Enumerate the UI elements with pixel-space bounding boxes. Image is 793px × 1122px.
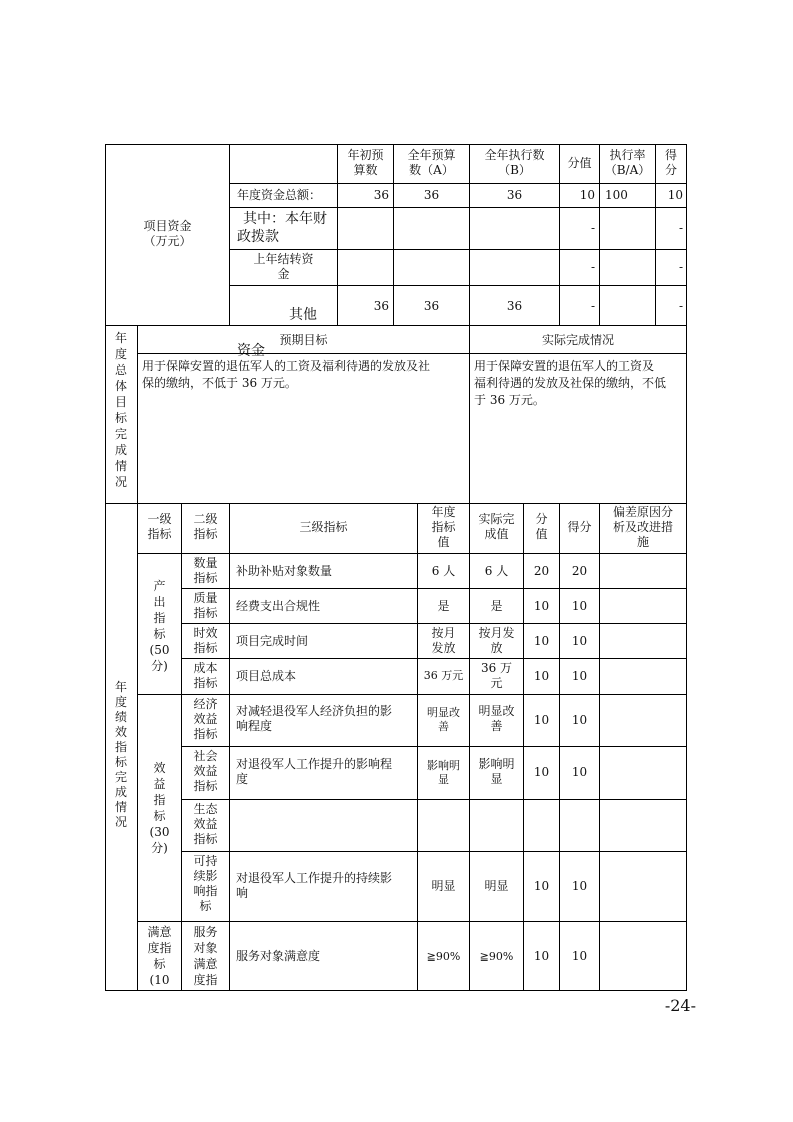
group-effect-label: 效 益 指 标 (30 分) [149,761,170,855]
row-score: 20 [571,564,588,578]
header-level3: 三级指标 [299,520,348,534]
row-actual: 明显 [484,879,509,893]
grid-line [137,553,687,554]
grid-line [181,746,687,747]
goals-actual-text: 用于保障安置的退伍军人的工资及 福利待遇的发放及社保的缴纳，不低 于 36 万元。 [474,359,667,407]
row-value: 20 [533,564,550,578]
grid-line [181,623,687,624]
funds-row-total-value: 10 [579,188,595,202]
row-value: 10 [533,949,550,963]
funds-row-fiscal-label: 其中：本年财 政拨款 [237,211,327,245]
row-actual: 按月发 放 [478,626,515,655]
goals-section-label: 年度总体目标完成情况 [114,331,127,489]
header-execution-rate: 执行率 （B/A） [604,148,651,177]
funds-row-other-label-line2: 资金 [237,343,265,359]
header-score: 得分 [567,520,592,534]
row-actual: 明显改 善 [478,704,515,733]
group-output-label: 产 出 指 标 (50 分) [149,579,170,673]
funds-row-total-score: 10 [667,188,683,202]
row-target: 36 万元 [423,669,464,682]
row-target: 6 人 [431,564,456,578]
row-score: 10 [571,669,588,683]
grid-line [137,921,687,922]
row-indicator: 对退役军人工作提升的持续影 响 [236,871,393,900]
page-number: -24- [664,996,696,1015]
row-level2: 经济 效益 指标 [193,697,218,741]
funds-row-other-executed: 36 [506,299,523,313]
funds-row-total-full: 36 [423,188,440,202]
row-level2: 质量 指标 [193,591,218,620]
row-level2: 社会 效益 指标 [193,749,218,793]
grid-line [105,325,687,326]
header-full-year-budget: 全年预算 数（A） [407,148,456,177]
row-value: 10 [533,713,550,727]
row-indicator: 对减轻退役军人经济负担的影 响程度 [236,704,393,733]
row-actual: ≧90% [479,950,514,963]
row-target: 影响明 显 [427,759,460,786]
row-level2: 成本 指标 [193,661,218,690]
row-target: 明显改 善 [427,706,460,733]
grid-line [137,325,138,504]
row-indicator: 项目完成时间 [236,634,309,648]
grid-line [137,503,138,991]
row-target: 是 [437,599,450,613]
row-target: 按月 发放 [431,626,456,655]
grid-line [181,658,687,659]
funds-row-carryover-label: 上年结转资 金 [253,252,314,281]
table-border-left [105,144,106,991]
grid-line [229,183,687,184]
row-indicator: 项目总成本 [236,669,297,683]
funds-row-total-initial: 36 [373,188,389,202]
funds-row-carryover-value: - [590,260,595,274]
header-value: 分 值 [535,512,548,541]
funds-row-other-value: - [590,299,595,313]
row-actual: 影响明 显 [478,757,515,786]
row-value: 10 [533,879,550,893]
row-actual: 36 万 元 [480,661,513,690]
group-satisfaction-label: 满意 度指 标 (10 [147,925,172,987]
row-score: 10 [571,599,588,613]
funds-row-other-initial: 36 [373,299,389,313]
header-target: 年度 指标 值 [431,505,456,549]
header-score-value: 分值 [567,156,592,170]
grid-line [229,285,687,286]
row-level2: 生态 效益 指标 [193,802,218,846]
grid-line [599,503,600,991]
row-level2: 数量 指标 [193,556,218,585]
row-score: 10 [571,634,588,648]
funds-row-fiscal-value: - [590,221,595,235]
goals-expected-header: 预期目标 [279,333,328,347]
row-indicator: 经费支出合规性 [236,599,321,613]
grid-line [181,851,687,852]
row-score: 10 [571,713,588,727]
header-deviation: 偏差原因分 析及改进措 施 [612,505,673,549]
funds-row-total-label: 年度资金总额： [237,188,322,202]
row-actual: 是 [490,599,503,613]
header-initial-budget: 年初预 算数 [347,148,384,177]
table-border-right [686,144,687,991]
header-score: 得 分 [664,148,677,177]
grid-line [181,588,687,589]
funds-row-fiscal-score: - [678,221,683,235]
grid-line [469,325,470,504]
row-value: 10 [533,634,550,648]
row-level2: 时效 指标 [193,626,218,655]
row-indicator: 服务对象满意度 [236,949,321,963]
header-level1: 一级 指标 [147,512,172,541]
row-level2: 可持 续影 响指 标 [193,854,218,913]
row-indicator: 对退役军人工作提升的影响程 度 [236,757,393,786]
funds-row-other-score: - [678,299,683,313]
funds-row-total-executed: 36 [506,188,523,202]
row-value: 10 [533,599,550,613]
grid-line [137,694,687,695]
row-target: 明显 [431,879,456,893]
grid-line [229,207,687,208]
funds-row-other-label-line1: 其他 [289,307,317,323]
row-value: 10 [533,669,550,683]
row-score: 10 [571,765,588,779]
goals-actual-header: 实际完成情况 [541,333,614,347]
row-indicator: 补助补贴对象数量 [236,564,333,578]
header-full-year-executed: 全年执行数 （B） [484,148,545,177]
header-level2: 二级 指标 [193,512,218,541]
row-score: 10 [571,879,588,893]
row-value: 10 [533,765,550,779]
funds-row-total-rate: 100 [605,188,628,202]
grid-line [137,353,687,354]
performance-section-label: 年度绩效指标完成情况 [114,680,127,829]
row-level2: 服务 对象 满意 度指 [193,925,218,987]
row-score: 10 [571,949,588,963]
grid-line [229,503,230,991]
funds-section-label: 项目资金 （万元） [143,219,192,248]
funds-row-other-full: 36 [423,299,440,313]
grid-line [229,144,230,326]
grid-line [229,249,687,250]
goals-expected-text: 用于保障安置的退伍军人的工资及福利待遇的发放及社 保的缴纳，不低于 36 万元。 [142,359,431,390]
row-actual: 6 人 [484,564,509,578]
header-actual: 实际完 成值 [478,512,515,541]
grid-line [181,799,687,800]
row-target: ≧90% [426,950,461,963]
funds-row-carryover-score: - [678,260,683,274]
